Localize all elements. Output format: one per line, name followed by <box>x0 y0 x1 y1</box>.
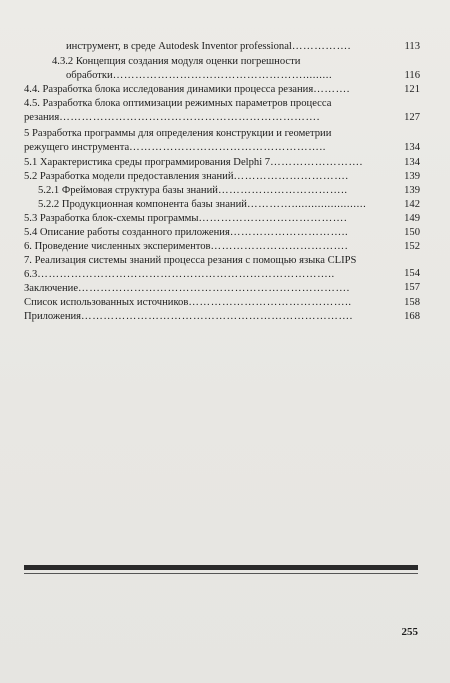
toc-entry-leader: ……………………………………………......... <box>112 70 333 81</box>
toc-entry-text: 5.2.2 Продукционная компонента базы знаний <box>38 199 247 210</box>
toc-entry-text: 4.5. Разработка блока оптимизации режимных параметров процесса <box>24 98 332 109</box>
toc-entry-leader: ………. <box>313 84 351 95</box>
toc-entry-page: 116 <box>404 70 420 81</box>
toc-entry <box>66 41 351 53</box>
toc-entry-leader: …………………………………………….. <box>129 142 326 153</box>
toc-entry-leader: ………………………………. <box>210 241 349 252</box>
toc-entry-leader: …………………………………………………………………….. <box>37 269 335 280</box>
toc-entry-page: 134 <box>404 157 420 168</box>
toc-entry-text: 5.2.1 Фреймовая структура базы знаний <box>38 185 218 196</box>
toc-entry-leader: ………………………………………………………………. <box>78 283 350 294</box>
toc-entry <box>24 84 350 96</box>
toc-entry-text: Список использованных источников <box>24 297 189 308</box>
toc-entry-page: 158 <box>404 297 420 308</box>
toc-entry-text: 6.3 <box>24 269 38 280</box>
toc-entry-page: 121 <box>404 84 420 95</box>
toc-entry-page: 139 <box>404 171 420 182</box>
toc-entry-text: обработки <box>66 70 113 81</box>
toc-entry-page: 113 <box>404 41 420 52</box>
toc-entry <box>24 255 356 267</box>
toc-entry-text: 5.3 Разработка блок-схемы программы <box>24 213 199 224</box>
toc-entry-page: 150 <box>404 227 420 238</box>
page-number: 255 <box>401 626 418 638</box>
toc-entry-leader: …………………………. <box>233 171 349 182</box>
toc-entry-leader: ……………………………………………………………. <box>59 112 320 123</box>
toc-entry-leader: …………………………….. <box>217 185 348 196</box>
toc-entry-text: 4.4. Разработка блока исследования динамики процесса резания <box>24 84 314 95</box>
toc-entry <box>24 142 326 154</box>
toc-entry-text: 4.3.2 Концепция создания модуля оценки погрешности <box>52 56 301 67</box>
toc-entry-leader: …………………………………….. <box>188 297 352 308</box>
toc-entry-leader: …………………………………. <box>198 213 348 224</box>
toc-entry-text: 5 Разработка программы для определения конструкции и геометрии <box>24 128 332 139</box>
divider-thick <box>24 565 418 570</box>
toc-entry-leader: ………………………….. <box>229 227 349 238</box>
toc-entry-text: Приложения <box>24 311 82 322</box>
toc-entry-text: Заключение <box>24 283 79 294</box>
toc-entry-page: 149 <box>404 213 420 224</box>
toc-entry <box>24 171 349 183</box>
toc-entry <box>38 185 348 197</box>
toc-entry-text: 5.1 Характеристика среды программирования Delphi 7 <box>24 157 271 168</box>
toc-entry-text: 6. Проведение численных экспериментов <box>24 241 211 252</box>
toc-entry <box>24 112 320 124</box>
toc-entry-page: 139 <box>404 185 420 196</box>
toc-entry-leader: ………………………………………………………………. <box>81 311 353 322</box>
divider-thin <box>24 573 418 574</box>
toc-entry <box>24 297 352 309</box>
toc-entry-page: 152 <box>404 241 420 252</box>
toc-entry <box>24 128 331 140</box>
toc-entry-leader: …………....................... <box>246 199 367 210</box>
toc-entry <box>24 157 363 169</box>
toc-entry-leader: ……………………. <box>270 157 363 168</box>
toc-entry <box>24 227 348 239</box>
toc-entry-text: инструмент, в среде Autodesk Inventor professional <box>66 41 292 52</box>
toc-entry <box>66 70 332 82</box>
toc-entry <box>52 56 300 68</box>
toc-entry-text: резания <box>24 112 60 123</box>
toc-entry <box>24 241 348 253</box>
toc-entry-page: 127 <box>404 112 420 123</box>
toc-entry-page: 154 <box>404 268 420 279</box>
toc-entry-page: 157 <box>404 282 420 293</box>
toc-entry <box>24 283 350 295</box>
toc-entry-text: режущего инструмента <box>24 142 130 153</box>
toc-entry-leader: ……………. <box>291 41 352 52</box>
toc-entry <box>24 213 347 225</box>
toc-entry <box>38 199 366 211</box>
toc-entry <box>24 311 353 323</box>
toc-entry-text: 5.2 Разработка модели предоставления знаний <box>24 171 234 182</box>
toc-entry <box>24 98 331 110</box>
toc-entry <box>24 269 335 281</box>
toc-entry-page: 134 <box>404 142 420 153</box>
toc-entry-page: 142 <box>404 199 420 210</box>
toc-entry-text: 5.4 Описание работы созданного приложения <box>24 227 230 238</box>
toc-entry-text: 7. Реализация системы знаний процесса резания с помощью языка CLIPS <box>24 255 357 266</box>
toc-entry-page: 168 <box>404 311 420 322</box>
